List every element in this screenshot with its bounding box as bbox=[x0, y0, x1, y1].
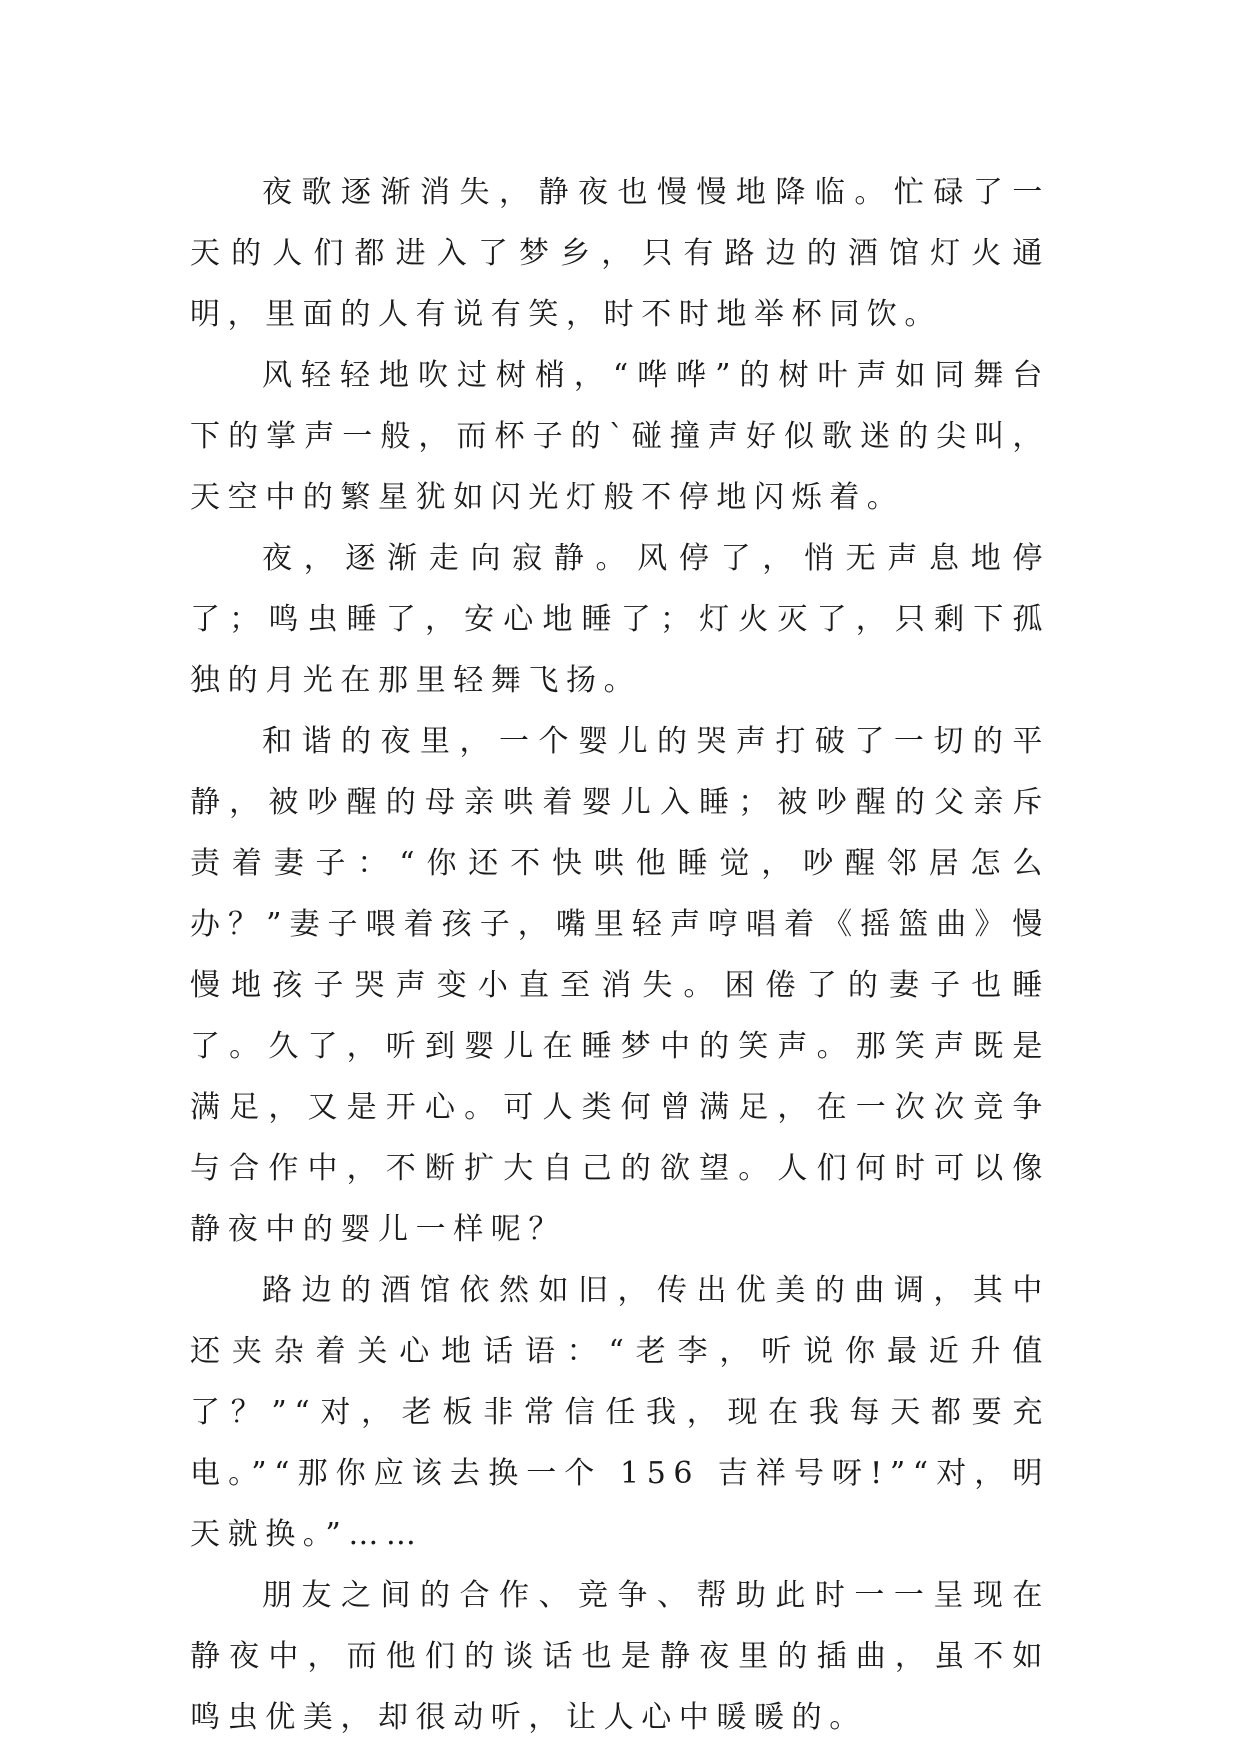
paragraph-3: 夜，逐渐走向寂静。风停了，悄无声息地停了；鸣虫睡了，安心地睡了；灯火灭了，只剩下孤独的月光在那里轻舞飞扬。 bbox=[190, 541, 1050, 698]
paragraph-4: 和谐的夜里，一个婴儿的哭声打破了一切的平静，被吵醒的母亲哄着婴儿入睡；被吵醒的父亲斥责着妻子：“你还不快哄他睡觉，吵醒邻居怎么办？”妻子喂着孩子，嘴里轻声哼唱着《摇篮曲》慢慢地孩子哭声变小直至消失。困倦了的妻子也睡了。久了，听到婴儿在睡梦中的笑声。那笑声既是满足，又是开心。可人类何曾满足，在一次次竞争与合作中，不断扩大自己的欲望。人们何时可以像静夜中的婴儿一样呢？ bbox=[190, 724, 1050, 1247]
paragraph-1: 夜歌逐渐消失，静夜也慢慢地降临。忙碌了一天的人们都进入了梦乡，只有路边的酒馆灯火通明，里面的人有说有笑，时不时地举杯同饮。 bbox=[190, 175, 1050, 332]
paragraph-2: 风轻轻地吹过树梢，“哗哗”的树叶声如同舞台下的掌声一般，而杯子的`碰撞声好似歌迷的尖叫，天空中的繁星犹如闪光灯般不停地闪烁着。 bbox=[190, 358, 1050, 515]
paragraph-5: 路边的酒馆依然如旧，传出优美的曲调，其中还夹杂着关心地话语：“老李，听说你最近升值了？”“对，老板非常信任我，现在我每天都要充电。”“那你应该去换一个 156 吉祥号呀!”“对，明天就换。”…… bbox=[190, 1273, 1050, 1552]
paragraph-6: 朋友之间的合作、竞争、帮助此时一一呈现在静夜中，而他们的谈话也是静夜里的插曲，虽不如鸣虫优美，却很动听，让人心中暖暖的。 bbox=[190, 1578, 1050, 1735]
article-body bbox=[190, 162, 1050, 1748]
